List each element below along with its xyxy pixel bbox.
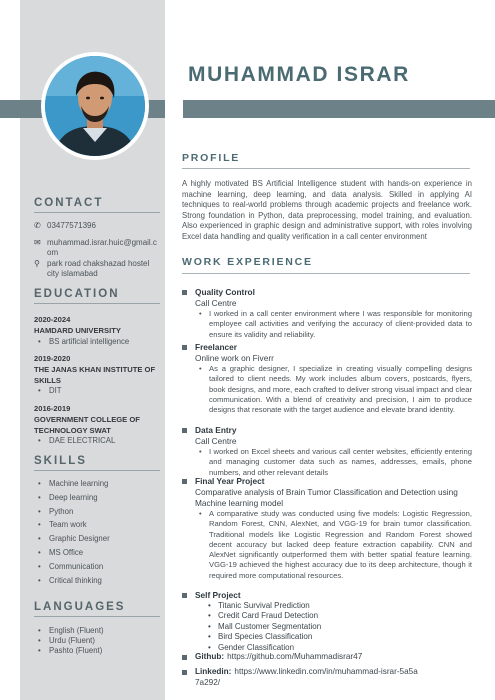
- job-organization: Call Centre: [195, 436, 237, 446]
- job-title: Final Year Project: [195, 476, 265, 486]
- header-band-gap: [165, 100, 183, 118]
- education-entry: [34, 314, 160, 336]
- work-experience-divider: [182, 273, 470, 274]
- job-entry: [182, 476, 472, 581]
- project-item: • Gender Classification: [208, 643, 472, 653]
- square-bullet-icon: [182, 479, 187, 484]
- square-bullet-icon: [182, 593, 187, 598]
- education-heading: EDUCATION: [34, 288, 120, 300]
- job-description: • A comparative study was conducted using five models: Logistic Regression, Random Forest, CNN, AlexNet, and VGG-19 for brain tumor classification. Traditional models like Logistic Regression and Random Forest showed decent accuracy but lacked deep feature extraction capability. CNN and AlexNet significantly outperformed them with better spatial feature learning. VGG-19 achieved the highest accuracy due to its deep architecture, though it required more computational resources.: [195, 509, 472, 581]
- job-organization: Online work on Fiverr: [195, 353, 274, 363]
- education-entry: [34, 403, 160, 436]
- education-entry: [34, 353, 160, 386]
- github-row: [182, 652, 472, 663]
- phone-text: 03477571396: [47, 221, 96, 230]
- skill-item: • Machine learning: [38, 479, 108, 488]
- contact-email: [34, 238, 160, 257]
- self-project-list: [208, 601, 472, 653]
- language-item: • Pashto (Fluent): [38, 646, 102, 655]
- skills-divider: [34, 470, 160, 471]
- location-pin-icon: ⚲: [34, 259, 40, 268]
- candidate-name: MUHAMMAD ISRAR: [188, 63, 410, 86]
- address-text: park road chakshazad hostel city islamabad: [47, 259, 150, 278]
- skill-item: • Communication: [38, 562, 103, 571]
- education-years: 2016-2019: [34, 404, 71, 413]
- self-project-title: Self Project: [195, 590, 241, 600]
- square-bullet-icon: [182, 345, 187, 350]
- languages-heading: LANGUAGES: [34, 601, 126, 613]
- skill-item: • Graphic Designer: [38, 534, 110, 543]
- education-school: THE JANAS KHAN INSTITUTE OF SKILLS: [34, 365, 156, 385]
- skill-item: • Critical thinking: [38, 576, 102, 585]
- square-bullet-icon: [182, 290, 187, 295]
- work-experience-heading: WORK EXPERIENCE: [182, 256, 313, 268]
- project-item: • Titanic Survival Prediction: [208, 601, 472, 611]
- education-degree: • DAE ELECTRICAL: [38, 436, 115, 445]
- job-organization: Call Centre: [195, 298, 237, 308]
- job-organization: Comparative analysis of Brain Tumor Classification and Detection using Machine learning model: [195, 487, 458, 508]
- linkedin-label: Linkedin:: [195, 667, 232, 676]
- project-item: • Credit Card Fraud Detection: [208, 611, 472, 621]
- skill-item: • Python: [38, 507, 73, 516]
- job-description: • I worked on Excel sheets and various call center websites, efficiently entering and managing customer data such as names, addresses, emails, phone numbers, and other relevant details: [195, 447, 472, 478]
- job-title: Quality Control: [195, 287, 255, 297]
- project-item: • Mall Customer Segmentation: [208, 622, 472, 632]
- github-label: Github:: [195, 652, 225, 661]
- contact-heading: CONTACT: [34, 197, 104, 209]
- language-item: • English (Fluent): [38, 626, 104, 635]
- contact-address: [34, 259, 160, 278]
- email-icon: ✉: [34, 238, 41, 247]
- language-item: • Urdu (Fluent): [38, 636, 95, 645]
- phone-icon: ✆: [34, 221, 41, 230]
- job-title: Freelancer: [195, 342, 237, 352]
- profile-photo: [45, 56, 145, 156]
- skill-item: • Team work: [38, 520, 87, 529]
- contact-phone: [34, 221, 160, 231]
- skill-item: • Deep learning: [38, 493, 98, 502]
- profile-divider: [182, 168, 470, 169]
- self-project-entry: [182, 590, 472, 653]
- education-divider: [34, 303, 160, 304]
- skills-heading: SKILLS: [34, 455, 87, 467]
- profile-portrait-icon: [45, 56, 145, 156]
- education-degree: • BS artificial intelligence: [38, 337, 129, 346]
- skill-item: • MS Office: [38, 548, 83, 557]
- languages-divider: [34, 616, 160, 617]
- education-degree: • DIT: [38, 386, 62, 395]
- job-entry: [182, 342, 472, 415]
- contact-divider: [34, 212, 160, 213]
- job-entry: [182, 287, 472, 340]
- education-school: GOVERNMENT COLLEGE OF TECHNOLOGY SWAT: [34, 415, 140, 435]
- square-bullet-icon: [182, 670, 187, 675]
- profile-summary: A highly motivated BS Artificial Intelligence student with hands-on experience in machine learning, deep learning, and data analysis. Skilled in applying AI techniques to real-world problems through academic projects and freelance work. Strong foundation in Python, data preprocessing, model training, and evaluation. Also experienced in graphic design and administrative support, with roles involving Excel data handling and quality verification in a call center environment: [182, 179, 472, 241]
- job-description: • As a graphic designer, I specialize in creating visually compelling designs tailored to client needs. My work includes album covers, postcards, flyers, book designs, and more, each crafted to deliver strong visual impact and clear communication. With a blend of creativity and precision, I aim to produce designs that resonate with the target audience and elevate brand identity.: [195, 364, 472, 415]
- profile-heading: PROFILE: [182, 152, 241, 164]
- square-bullet-icon: [182, 655, 187, 660]
- education-years: 2019-2020: [34, 354, 71, 363]
- job-title: Data Entry: [195, 425, 237, 435]
- square-bullet-icon: [182, 428, 187, 433]
- linkedin-row: [182, 667, 472, 688]
- email-text: muhammad.israr.huic@gmail.com: [47, 238, 157, 257]
- job-description: • I worked in a call center environment where I was responsible for monitoring employee call activities and verifying the accuracy of client-provided data to ensure its validity and reliability.: [195, 309, 472, 340]
- linkedin-link[interactable]: https://www.linkedin.com/in/muhammad-israr-5a5a7a292/: [195, 667, 418, 687]
- education-years: 2020-2024: [34, 315, 71, 324]
- education-school: HAMDARD UNIVERSITY: [34, 326, 121, 335]
- project-item: • Bird Species Classification: [208, 632, 472, 642]
- github-link[interactable]: https://github.com/Muhammadisrar47: [227, 652, 363, 661]
- job-entry: [182, 425, 472, 478]
